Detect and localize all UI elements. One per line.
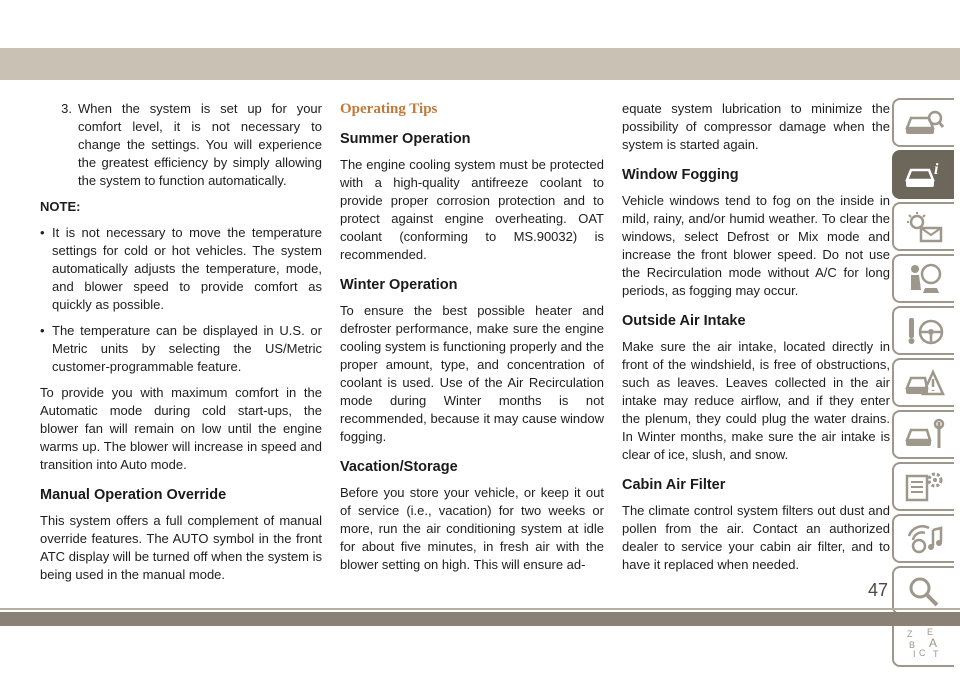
bullet-text: The temperature can be displayed in U.S. or Metric units by selecting the US/Metric customer-programmable feature.: [52, 323, 322, 374]
svg-text:Z: Z: [907, 628, 913, 639]
tab-airbag-person[interactable]: [892, 254, 954, 303]
bullet-text: It is not necessary to move the temperature settings for cold or hot vehicles. The system automatically adjusts the temperature, mode, and blower speed to provide comfort as quickly as possible.: [52, 225, 322, 312]
list-text: When the system is set up for your comfort level, it is not necessary to change the settings. You will experience the greatest efficiency by simply allowing the system to function automatically.: [78, 101, 322, 188]
tab-steering-wheel[interactable]: [892, 306, 954, 355]
media-icon: [903, 522, 945, 556]
warning-lights-icon: [903, 210, 945, 244]
list-item-3: [40, 100, 322, 190]
paragraph-manual-override: This system offers a full complement of manual override features. The AUTO symbol in the front ATC display will be turned off when the system is being used in the manual mode.: [40, 513, 322, 582]
note-label: NOTE:: [40, 199, 81, 214]
airbag-person-icon: [903, 262, 945, 296]
car-wrench-icon: [903, 418, 945, 452]
car-search-icon: [903, 106, 945, 140]
column-left: [40, 100, 322, 592]
heading-summer: Summer Operation: [340, 131, 471, 147]
paragraph-air-intake: Make sure the air intake, located directly in front of the windshield, is free of obstructions, such as leaves. Leaves collected in the air intake may reduce airflow, and if they enter the plenum, they could plug the water drains. In Winter months, make sure the air intake is clear of ice, slush, and snow.: [622, 339, 890, 462]
tab-car-wrench[interactable]: [892, 410, 954, 459]
heading-vacation: Vacation/Storage: [340, 459, 458, 475]
heading-window-fogging: Window Fogging: [622, 167, 739, 183]
steering-wheel-icon: [903, 314, 945, 348]
svg-text:C: C: [919, 647, 926, 658]
svg-text:B: B: [909, 639, 916, 650]
search-icon: [903, 574, 945, 608]
car-info-icon: [903, 158, 945, 192]
paragraph-vacation: Before you store your vehicle, or keep it out of service (i.e., vacation) for two weeks or more, run the air conditioning system at idle for about five minutes, in fresh air with the blower setting on high. This will ensure ad-: [340, 485, 604, 572]
paragraph-window-fogging: Vehicle windows tend to fog on the inside in mild, rainy, and/or humid weather. To clear the windows, select Defrost or Mix mode and increase the front blower speed. Do not use the Recirculation mode without A/C for long periods, as fogging may occur.: [622, 193, 890, 298]
header-band: [0, 48, 960, 80]
svg-text:A: A: [929, 635, 938, 650]
tab-car-info[interactable]: [892, 150, 954, 199]
bullet-dot: •: [40, 323, 45, 338]
column-right: [622, 100, 890, 582]
paragraph-cabin-filter: The climate control system filters out dust and pollen from the air. Contact an authorized dealer to service your cabin air filter, and to have it replaced when needed.: [622, 503, 890, 572]
svg-text:E: E: [927, 626, 934, 637]
bullet-item: [40, 224, 322, 314]
bullet-dot: •: [40, 225, 45, 240]
paragraph-summer: The engine cooling system must be protected with a high-quality antifreeze coolant to provide proper corrosion protection and to protect against engine overheating. OAT coolant (conforming to MS.90032) is recommended.: [340, 157, 604, 262]
svg-text:i: i: [934, 160, 939, 178]
svg-text:T: T: [933, 648, 939, 659]
list-number: 3.: [61, 101, 72, 116]
paragraph-continued: equate system lubrication to minimize the possibility of compressor damage when the system is started again.: [622, 101, 890, 152]
tab-media[interactable]: [892, 514, 954, 563]
page-number: 47: [868, 580, 889, 600]
gear-list-icon: [903, 470, 945, 504]
heading-manual-override: Manual Operation Override: [40, 487, 227, 503]
tab-warning-lights[interactable]: [892, 202, 954, 251]
tab-car-search[interactable]: [892, 98, 954, 147]
column-middle: [340, 100, 604, 582]
index-letters-icon: [903, 626, 945, 660]
paragraph-auto-mode: To provide you with maximum comfort in the Automatic mode during cold start-ups, the blower fan will remain on low until the engine warms up. The blower will increase in speed and transition into Auto mode.: [40, 385, 322, 472]
svg-text:I: I: [913, 648, 916, 659]
heading-air-intake: Outside Air Intake: [622, 313, 746, 329]
heading-cabin-filter: Cabin Air Filter: [622, 477, 726, 493]
bullet-item: [40, 322, 322, 376]
chapter-tabs: [892, 98, 960, 670]
paragraph-winter: To ensure the best possible heater and defroster performance, make sure the engine cooling system is functioning properly and the proper amount, type, and concentration of coolant is used. Use of the Air Recirculation mode during Winter months is not recommended, because it may cause window fogging.: [340, 303, 604, 444]
footer-band: [0, 612, 960, 626]
section-title: Operating Tips: [340, 101, 438, 117]
warning-triangle-icon: [903, 366, 945, 400]
tab-warning-triangle[interactable]: [892, 358, 954, 407]
heading-winter: Winter Operation: [340, 277, 458, 293]
footer-line: [0, 608, 960, 610]
tab-gear-list[interactable]: [892, 462, 954, 511]
